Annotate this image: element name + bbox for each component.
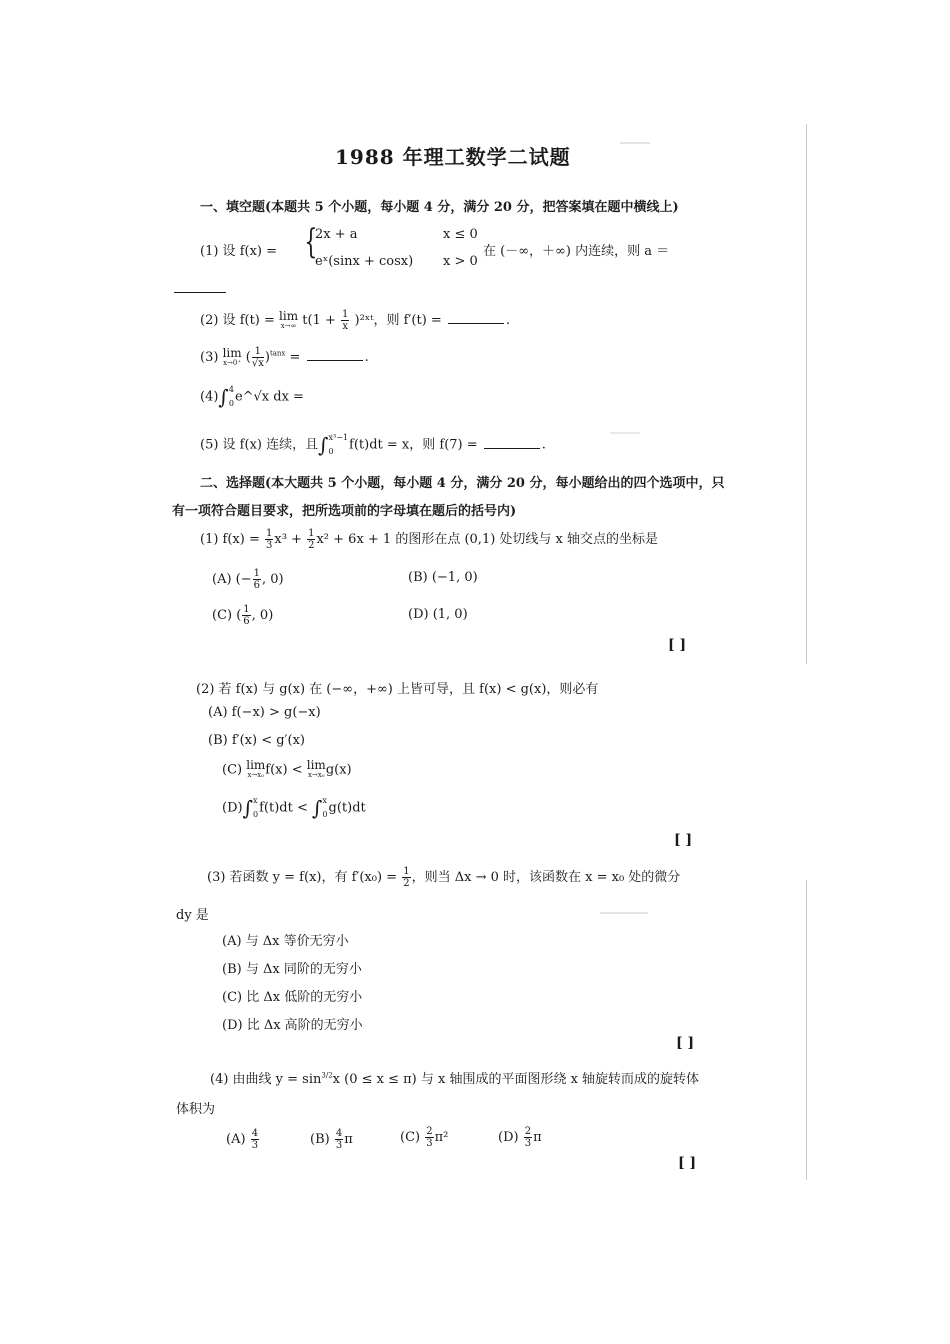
s2-q2-option-a[interactable]: (A) f(−x) > g(−x) [208,705,321,720]
scan-edge-line-lower [806,880,807,1180]
scan-edge-line [806,124,807,664]
s1-q3: (3) lim x→0⁺ ( $\frac{1}{√x}$ )$^{tanx}$ = . [200,345,369,369]
s2-q1-option-a[interactable]: (A) (− $\frac{1}{6}$ , 0) [212,568,284,591]
s2-q4-option-b[interactable]: (B) $\frac{4}{3}$ π [310,1128,353,1151]
s2-q2-option-b[interactable]: (B) f′(x) < g′(x) [208,733,305,748]
s2-q2-option-d[interactable]: (D)∫ x 0 f(t)dt < ∫ x 0 g(t)dt [222,796,366,820]
s1-q2: (2) 设 f(t) = lim x→∞ t(1 + $\frac{1}{x}$ )²ˣᵗ，则 f′(t) = . [200,308,511,332]
s1-q1-brace: { [304,222,318,262]
s2-q4-option-a[interactable]: (A) $\frac{4}{3}$ [226,1128,259,1151]
s1-q1-case2-expr: eˣ(sinx + cosx) [315,254,414,269]
s1-q2-answer-blank[interactable] [448,323,504,324]
s2-q3-stem-cont: dy 是 [176,908,209,923]
s2-q2-stem: (2) 若 f(x) 与 g(x) 在 (−∞，+∞) 上皆可导，且 f(x) < g(x)，则必有 [196,682,599,697]
s1-q2-lim: lim x→∞ [279,308,299,330]
s1-q3-answer-blank[interactable] [307,360,363,361]
s1-q1-tail: 在 (－∞，＋∞) 内连续，则 a ＝ [483,244,670,259]
s1-q4: (4)∫ 4 0 e^√x dx = [200,385,304,409]
s1-q5-answer-blank[interactable] [484,448,540,449]
s2-q4-option-d[interactable]: (D) $\frac{2}{3}$ π [498,1126,542,1149]
s2-q3-option-d[interactable]: (D) 比 Δx 高阶的无穷小 [222,1018,363,1033]
scan-speck [620,142,650,144]
s2-q1-option-c[interactable]: (C) ( $\frac{1}{6}$ , 0) [212,604,274,627]
scan-speck [610,432,640,434]
s2-q4-option-c[interactable]: (C) $\frac{2}{3}$ π² [400,1126,449,1149]
s1-q2-frac: $\frac{1}{x}$ [341,309,349,332]
s2-q2-option-c[interactable]: (C) lim x→x₀ f(x) < lim x→x₀ g(x) [222,758,352,779]
s2-q4-stem: (4) 由曲线 $y = \sin^{3/2}x$ (0 ≤ x ≤ π) 与 x 轴围成的平面图形绕 x 轴旋转而成的旋转体 [210,1071,700,1087]
scan-speck [600,912,648,914]
s2-q3-stem: (3) 若函数 y = f(x)，有 f′(x₀) = $\frac{1}{2}$ ，则当 Δx → 0 时，该函数在 x = x₀ 处的微分 [207,866,681,889]
s2-q3-option-a[interactable]: (A) 与 Δx 等价无穷小 [222,934,349,949]
section2-heading-line2: 有一项符合题目要求，把所选项前的字母填在题后的括号内) [172,504,517,519]
section1-heading: 一、填空题(本题共 5 个小题，每小题 4 分，满分 20 分，把答案填在题中横线上) [200,200,679,215]
s2-q1-answer-bracket[interactable]: [ ] [668,637,687,653]
s2-q1-stem: (1) f(x) = $\frac{1}{3}$ x³ + $\frac{1}{2}$ x² + 6x + 1 的图形在点 (0,1) 处切线与 x 轴交点的坐标是 [200,528,659,551]
s2-q3-option-b[interactable]: (B) 与 Δx 同阶的无穷小 [222,962,362,977]
section2-heading-line1: 二、选择题(本大题共 5 个小题，每小题 4 分，满分 20 分，每小题给出的四个选项中，只 [200,476,725,491]
s2-q2-answer-bracket[interactable]: [ ] [674,832,693,848]
s2-q1-option-b[interactable]: (B) (−1, 0) [408,570,478,585]
s1-q1-case1-expr: 2x + a [315,227,358,242]
page-title: 1988 年理工数学二试题 [335,145,571,169]
s1-q1-case1-cond: x ≤ 0 [443,227,478,242]
s2-q1-option-d[interactable]: (D) (1, 0) [408,607,468,622]
s1-q1-case2-cond: x > 0 [443,254,478,269]
s1-q1-label: (1) 设 f(x) = [200,244,278,259]
s2-q4-stem-cont: 体积为 [176,1102,216,1117]
s1-q5: (5) 设 f(x) 连续，且∫ x³−1 0 f(t)dt = x，则 f(7) = . [200,433,546,457]
s2-q3-answer-bracket[interactable]: [ ] [676,1035,695,1051]
s1-q1-answer-blank[interactable] [172,278,228,297]
s2-q4-answer-bracket[interactable]: [ ] [678,1155,697,1171]
s2-q3-option-c[interactable]: (C) 比 Δx 低阶的无穷小 [222,990,363,1005]
s1-q3-frac: $\frac{1}{√x}$ [251,346,264,369]
s1-q3-lim: lim x→0⁺ [222,345,242,367]
